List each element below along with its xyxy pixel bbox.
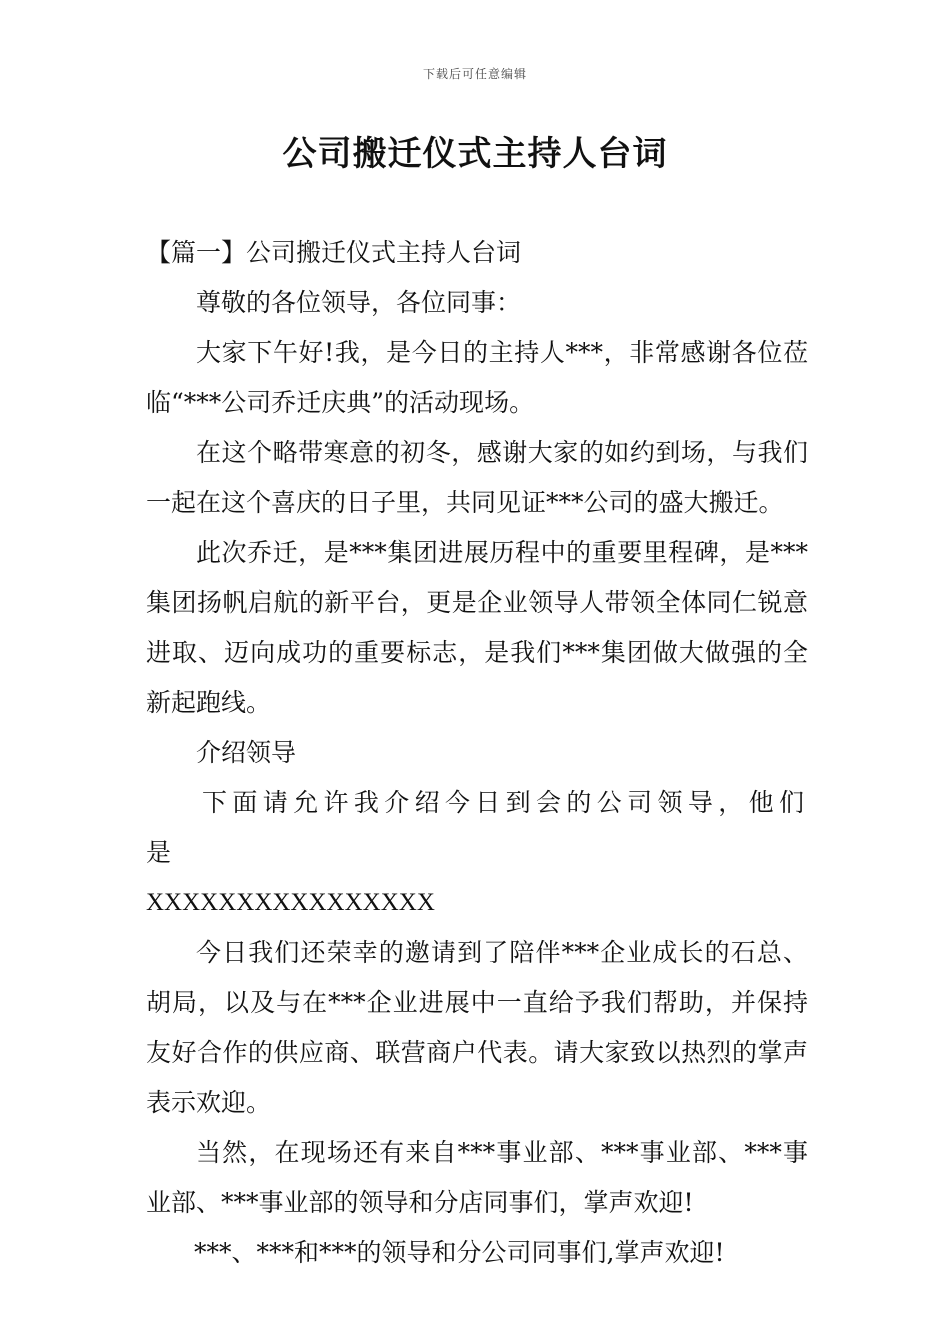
paragraph-greeting: 尊敬的各位领导，各位同事： bbox=[196, 288, 522, 317]
paragraph-introduce-leaders-heading: 介绍领导 bbox=[196, 738, 297, 767]
paragraph-introduce-leaders: 下面请允许我介绍今日到会的公司领导，他们是 bbox=[146, 788, 808, 867]
section-heading: 【篇一】公司搬迁仪式主持人台词 bbox=[146, 238, 522, 267]
paragraph-welcome: 大家下午好!我，是今日的主持人***，非常感谢各位莅临“***公司乔迁庆典”的活动现场。 bbox=[146, 338, 808, 417]
paragraph-branches: ***、***和***的领导和分公司同事们,掌声欢迎! bbox=[194, 1238, 725, 1267]
document-body bbox=[146, 228, 808, 1278]
paragraph-milestone: 此次乔迁，是***集团进展历程中的重要里程碑，是***集团扬帆启航的新平台，更是企业领导人带领全体同仁锐意进取、迈向成功的重要标志，是我们***集团做大做强的全新起跑线。 bbox=[146, 538, 808, 717]
paragraph-guests: 今日我们还荣幸的邀请到了陪伴***企业成长的石总、胡局，以及与在***企业进展中一直给予我们帮助，并保持友好合作的供应商、联营商户代表。请大家致以热烈的掌声表示欢迎。 bbox=[146, 938, 808, 1117]
paragraph-departments: 当然，在现场还有来自***事业部、***事业部、***事业部、***事业部的领导和分店同事们，掌声欢迎! bbox=[146, 1138, 808, 1217]
document-title: 公司搬迁仪式主持人台词 bbox=[282, 134, 668, 174]
paragraph-leader-names: XXXXXXXXXXXXXXXX bbox=[146, 889, 435, 916]
paragraph-thanks: 在这个略带寒意的初冬，感谢大家的如约到场，与我们一起在这个喜庆的日子里，共同见证***公司的盛大搬迁。 bbox=[146, 438, 808, 517]
page-header-note: 下载后可任意编辑 bbox=[422, 67, 527, 81]
